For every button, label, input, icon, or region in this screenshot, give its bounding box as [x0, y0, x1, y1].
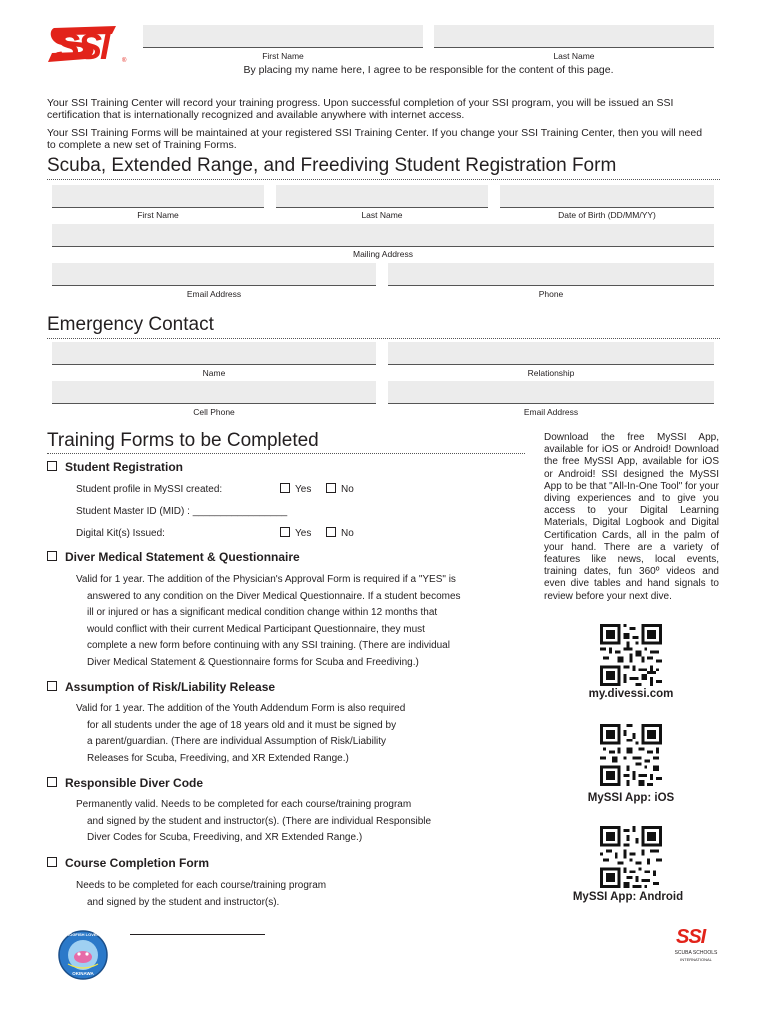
- text-line: a parent/guardian. (There are individual Assumption of Risk/Liability: [87, 736, 387, 747]
- section-checkbox[interactable]: [47, 551, 57, 561]
- profile-created-label: Student profile in MySSI created:: [76, 484, 223, 495]
- ssi-logo: [46, 22, 130, 66]
- registered-mark: ®: [122, 58, 127, 64]
- liability-description: [76, 701, 516, 767]
- qr-code-icon[interactable]: [600, 624, 662, 686]
- signature-line: [130, 934, 265, 935]
- reg-phone-field[interactable]: [388, 263, 714, 286]
- intro-paragraph-1: [47, 97, 727, 121]
- intro-p2-line2: to complete a new set of Training Forms.: [47, 139, 237, 151]
- section-course-completion: [47, 856, 209, 870]
- section-checkbox[interactable]: [47, 857, 57, 867]
- profile-yes[interactable]: [280, 482, 311, 499]
- em-relationship-label: Relationship: [527, 368, 575, 378]
- reg-email-field[interactable]: [52, 263, 376, 286]
- reg-email-label: Email Address: [186, 289, 242, 299]
- digital-kit-label: Digital Kit(s) Issued:: [76, 528, 165, 539]
- section-title: Responsible Diver Code: [65, 776, 204, 790]
- text-line: Valid for 1 year. The addition of the Youth Addendum Form is also required: [76, 703, 406, 714]
- intro-paragraph-2: [47, 127, 727, 151]
- section-checkbox[interactable]: [47, 777, 57, 787]
- section-title: Assumption of Risk/Liability Release: [65, 680, 276, 694]
- text-line: complete a new form before continuing with any SSI training. (There are individual: [87, 640, 450, 651]
- reg-first-name-field[interactable]: [52, 185, 264, 208]
- qr-caption-android: MySSI App: Android: [572, 891, 684, 903]
- reg-mailing-field[interactable]: [52, 224, 714, 247]
- text-line: answered to any condition on the Diver Medical Questionnaire. If a student becomes: [87, 590, 461, 602]
- reg-dob-label: Date of Birth (DD/MM/YY): [558, 210, 656, 220]
- em-relationship-field[interactable]: [388, 342, 714, 365]
- yes-label: Yes: [295, 528, 312, 539]
- intro-p1-line1: Your SSI Training Center will record your training progress. Upon successful completion of your SSI program, you will be issued an SSI: [47, 97, 674, 109]
- reg-last-name-label: Last Name: [361, 210, 403, 220]
- section-medical: [47, 550, 300, 564]
- reg-phone-label: Phone: [538, 289, 564, 299]
- text-line: ill or injured or has a significant medical condition change within 12 months that: [87, 607, 438, 618]
- em-name-field[interactable]: [52, 342, 376, 365]
- intro-p1-line2: certification that is internationally recognized and available anywhere with internet access.: [47, 109, 465, 121]
- text-line: for all students under the age of 18 years old and it must be signed by: [87, 719, 397, 731]
- section-diver-code: [47, 776, 203, 790]
- ssi-logo-text: SSI: [56, 26, 109, 67]
- myssi-app-description: Download the free MySSI App, available for iOS or Android! Download the free MySSI App, available for iOS or Android! SSI designed the MySSI App to be that "All-In-One Tool" for your diving experiences and to give you access to your Digital Learning Materials, Digital Logbook and Digital Certification Cards, all in the palm of your hand. There are a variety of features like news, local events, training dates, fun 360º videos and even dive tables and hand signals to review before your next dive.: [544, 432, 719, 602]
- section-checkbox[interactable]: [47, 461, 57, 471]
- em-cell-label: Cell Phone: [193, 407, 235, 417]
- intro-p2-line1: Your SSI Training Forms will be maintained at your registered SSI Training Center. If you change your SSI Training Center, then you will need: [47, 127, 703, 139]
- footer-ssi-logo: [672, 926, 718, 970]
- kit-no[interactable]: [326, 526, 354, 543]
- divider: [47, 338, 720, 339]
- checkbox[interactable]: [280, 483, 290, 493]
- qr-code-icon[interactable]: [600, 724, 662, 786]
- header-last-name-field[interactable]: [434, 25, 714, 48]
- training-title: Training Forms to be Completed: [47, 430, 319, 451]
- section-student-registration: [47, 460, 183, 474]
- checkbox[interactable]: [280, 527, 290, 537]
- divider: [47, 179, 720, 180]
- footer-logo-sub2: INTERNATIONAL: [680, 957, 712, 962]
- section-checkbox[interactable]: [47, 681, 57, 691]
- header-last-name-label: Last Name: [553, 51, 595, 61]
- badge-bottom-text: OKINAWA: [72, 971, 94, 976]
- kit-yes[interactable]: [280, 526, 311, 543]
- footer-logo-text: SSI: [676, 926, 706, 948]
- text-line: Needs to be completed for each course/training program: [76, 880, 327, 891]
- em-email-label: Email Address: [523, 407, 579, 417]
- checkbox[interactable]: [326, 527, 336, 537]
- text-line: Diver Codes for Scuba, Freediving, and XR Extended Range.): [87, 832, 363, 843]
- footer-logo-sub: SCUBA SCHOOLS: [674, 950, 718, 956]
- badge-top-text: FROGFISH LOVERS: [63, 932, 103, 937]
- header-first-name-field[interactable]: [143, 25, 423, 48]
- reg-last-name-field[interactable]: [276, 185, 488, 208]
- qr-caption-ios: MySSI App: iOS: [587, 792, 675, 804]
- section-title: Course Completion Form: [65, 856, 210, 870]
- text-line: Valid for 1 year. The addition of the Physician's Approval Form is required if a "YES" is: [76, 574, 456, 585]
- diver-code-description: [76, 797, 516, 847]
- section-title: Diver Medical Statement & Questionnaire: [65, 550, 300, 564]
- frogfish-lovers-badge: [58, 930, 108, 980]
- reg-first-name-label: First Name: [137, 210, 179, 220]
- course-completion-description: [76, 878, 516, 911]
- registration-title: Scuba, Extended Range, and Freediving Student Registration Form: [47, 155, 617, 176]
- section-title: Student Registration: [65, 460, 184, 474]
- text-line: Releases for Scuba, Freediving, and XR Extended Range.): [87, 752, 349, 764]
- mid-row: Student Master ID (MID) : _________________: [76, 506, 288, 517]
- text-line: and signed by the student and instructor(s). (There are individual Responsible: [87, 815, 432, 827]
- em-name-label: Name: [202, 368, 226, 378]
- em-cell-field[interactable]: [52, 381, 376, 404]
- yes-label: Yes: [295, 484, 312, 495]
- no-label: No: [341, 484, 354, 495]
- text-line: Diver Medical Statement & Questionnaire forms for Scuba and Freediving.): [87, 656, 419, 668]
- medical-description: [76, 572, 516, 671]
- no-label: No: [341, 528, 354, 539]
- text-line: Permanently valid. Needs to be completed for each course/training program: [76, 799, 412, 810]
- divider: [47, 453, 525, 454]
- agreement-text: By placing my name here, I agree to be responsible for the content of this page.: [243, 64, 614, 76]
- profile-no[interactable]: [326, 482, 354, 499]
- qr-caption-web: my.divessi.com: [588, 688, 674, 700]
- reg-dob-field[interactable]: [500, 185, 714, 208]
- checkbox[interactable]: [326, 483, 336, 493]
- emergency-title: Emergency Contact: [47, 314, 214, 335]
- text-line: would conflict with their current Medical Participant Questionnaire, they must: [87, 623, 425, 635]
- qr-code-icon[interactable]: [600, 826, 662, 888]
- text-line: and signed by the student and instructor(s).: [87, 896, 280, 908]
- reg-mailing-label: Mailing Address: [352, 249, 413, 259]
- header-first-name-label: First Name: [262, 51, 304, 61]
- section-liability: [47, 680, 275, 694]
- em-email-field[interactable]: [388, 381, 714, 404]
